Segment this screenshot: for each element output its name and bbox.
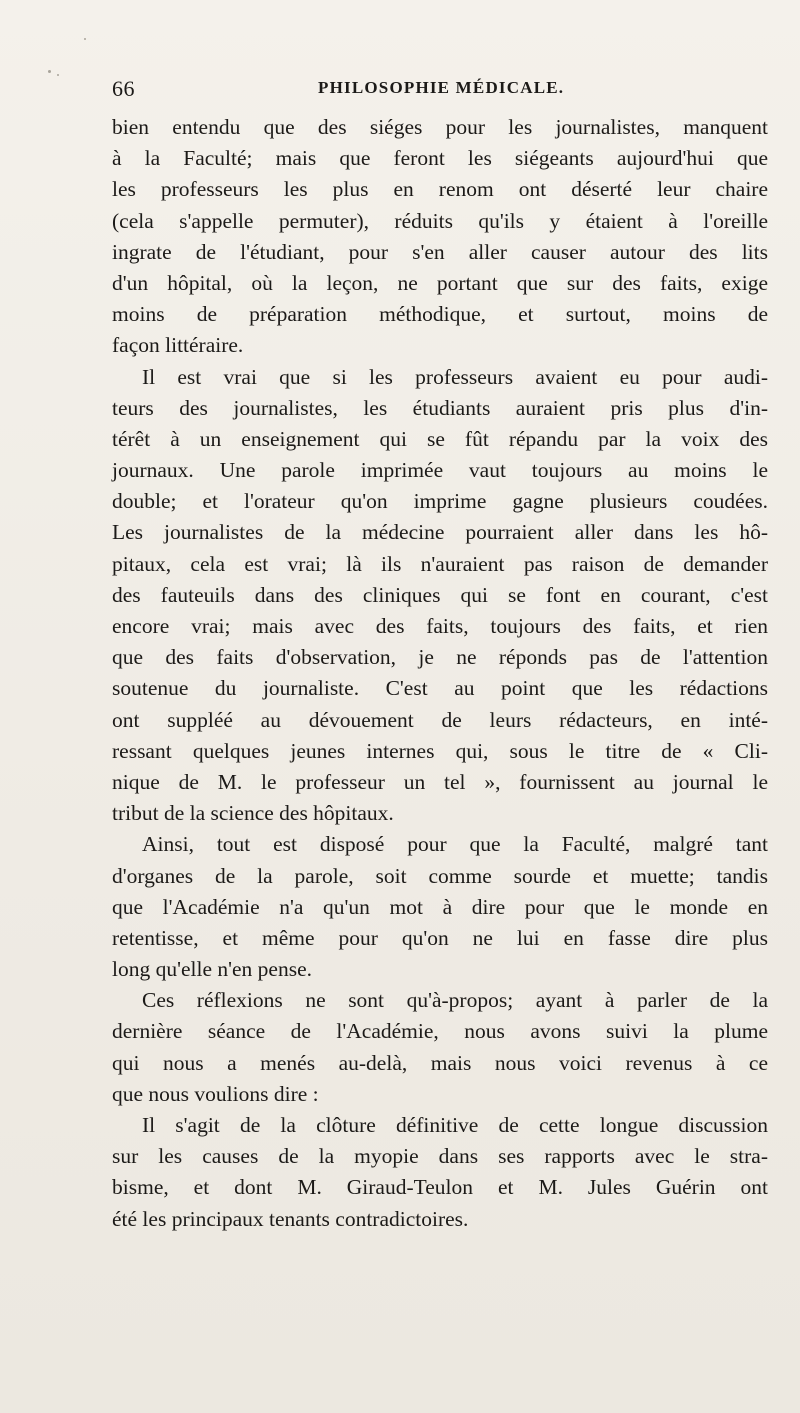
text-line: retentisse, et même pour qu'on ne lui en fasse dire plus [112,925,768,950]
text-line: nique de M. le professeur un tel », fournissent au journal le [112,769,768,794]
text-line: Ces réflexions ne sont qu'à-propos; ayant à parler de la [142,988,768,1013]
text-line: Il est vrai que si les professeurs avaient eu pour audi- [142,364,768,389]
running-head [112,76,768,106]
text-line: dernière séance de l'Académie, nous avons suivi la plume [112,1019,768,1044]
text-line: ressant quelques jeunes internes qui, sous le titre de « Cli- [112,738,768,763]
body-text [112,112,768,1235]
text-line: à la Faculté; mais que feront les siégeants aujourd'hui que [112,146,768,171]
text-line: soutenue du journaliste. C'est au point que les rédactions [112,676,768,701]
text-line: que des faits d'observation, je ne réponds pas de l'attention [112,645,768,670]
text-line: térêt à un enseignement qui se fût répandu par la voix des [112,426,768,451]
text-line: ont suppléé au dévouement de leurs rédacteurs, en inté- [112,707,768,732]
text-line: journaux. Une parole imprimée vaut toujours au moins le [112,458,768,483]
text-line: moins de préparation méthodique, et surtout, moins de [112,302,768,327]
paper-speck [57,74,59,76]
text-line: Ainsi, tout est disposé pour que la Faculté, malgré tant [142,832,768,857]
text-line: que nous voulions dire : [112,1081,319,1106]
text-line: d'organes de la parole, soit comme sourde et muette; tandis [112,863,768,888]
text-line: bisme, et dont M. Giraud-Teulon et M. Jules Guérin ont [112,1175,768,1200]
text-line: sur les causes de la myopie dans ses rapports avec le stra- [112,1144,768,1169]
text-line: que l'Académie n'a qu'un mot à dire pour que le monde en [112,894,768,919]
text-line: été les principaux tenants contradictoires. [112,1206,469,1231]
paper-speck [48,70,51,73]
text-line: bien entendu que des siéges pour les journalistes, manquent [112,115,768,139]
text-line: long qu'elle n'en pense. [112,957,312,982]
text-line: des fauteuils dans des cliniques qui se font en courant, c'est [112,582,768,607]
text-line: encore vrai; mais avec des faits, toujours des faits, et rien [112,614,768,638]
text-line: teurs des journalistes, les étudiants auraient pris plus d'in- [112,395,768,420]
text-line: (cela s'appelle permuter), réduits qu'ils y étaient à l'oreille [112,208,768,233]
text-line: les professeurs les plus en renom ont déserté leur chaire [112,177,768,202]
page-number: 66 [112,76,135,101]
text-line: tribut de la science des hôpitaux. [112,801,394,826]
text-line: d'un hôpital, où la leçon, ne portant que sur des faits, exige [112,270,768,295]
text-line: façon littéraire. [112,333,244,358]
text-line: double; et l'orateur qu'on imprime gagne plusieurs coudées. [112,489,768,514]
text-line: qui nous a menés au-delà, mais nous voici revenus à ce [112,1050,768,1075]
text-line: pitaux, cela est vrai; là ils n'auraient pas raison de demander [112,551,768,576]
paper-speck [84,38,86,40]
text-line: ingrate de l'étudiant, pour s'en aller causer autour des lits [112,239,768,264]
text-line: Les journalistes de la médecine pourraient aller dans les hô- [112,520,768,545]
running-title: PHILOSOPHIE MÉDICALE. [318,78,565,97]
text-line: Il s'agit de la clôture définitive de cette longue discussion [142,1113,768,1137]
